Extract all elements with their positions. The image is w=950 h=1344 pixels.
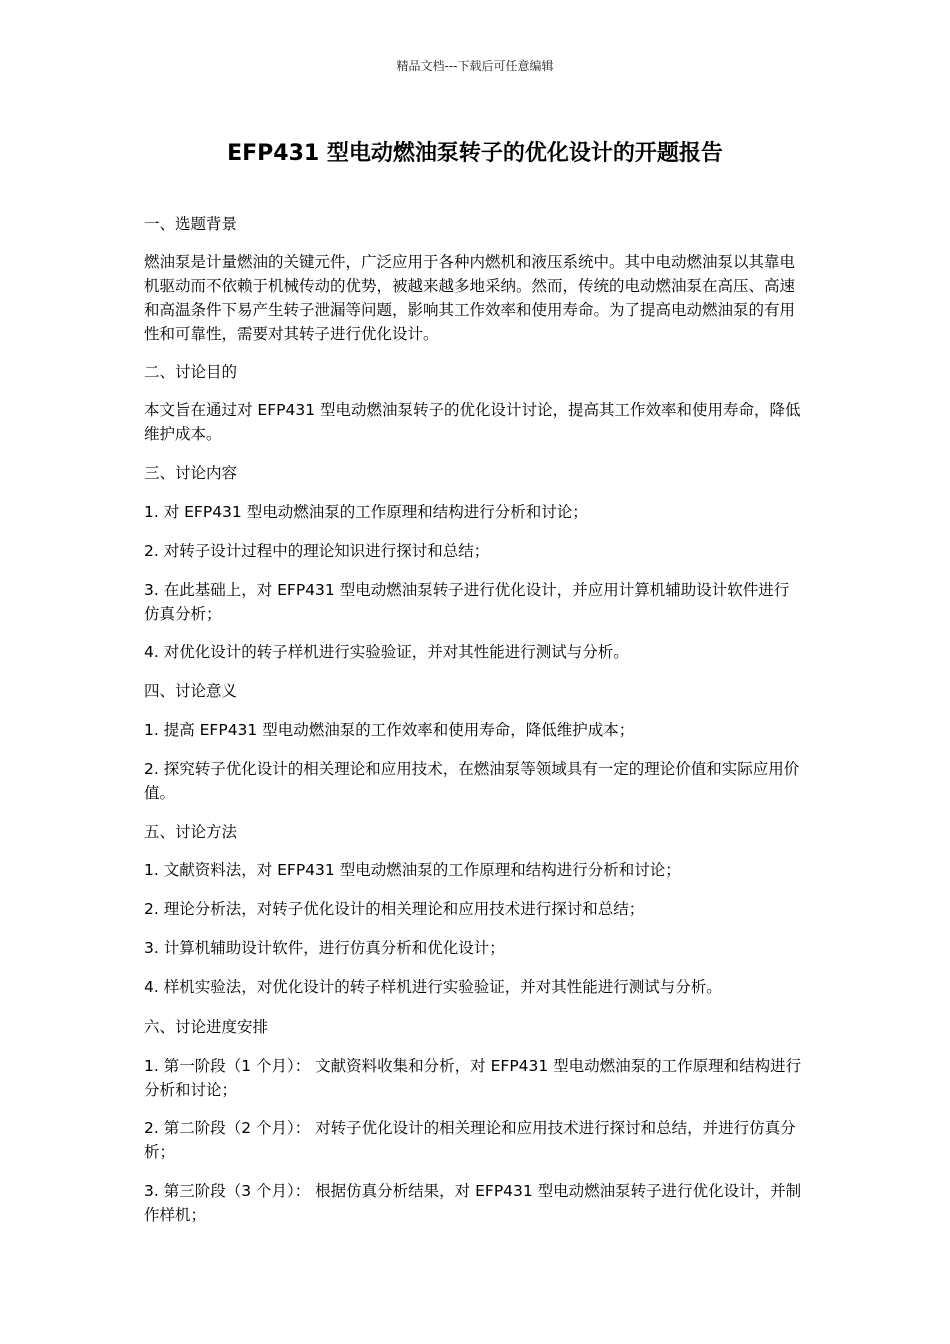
section-heading-schedule: 六、讨论进度安排 — [144, 1018, 269, 1036]
list-item: 2. 探究转子优化设计的相关理论和应用技术，在燃油泵等领域具有一定的理论价值和实际应用价值。 — [144, 760, 800, 802]
list-item: 2. 理论分析法，对转子优化设计的相关理论和应用技术进行探讨和总结； — [144, 900, 645, 918]
list-item: 1. 对 EFP431 型电动燃油泵的工作原理和结构进行分析和讨论； — [144, 503, 588, 521]
list-item: 2. 第二阶段（2 个月）： 对转子优化设计的相关理论和应用技术进行探讨和总结，并进行仿真分析； — [144, 1119, 796, 1161]
section-heading-background: 一、选题背景 — [144, 215, 238, 233]
list-item: 4. 样机实验法，对优化设计的转子样机进行实验验证，并对其性能进行测试与分析。 — [144, 978, 722, 996]
document-title: EFP431 型电动燃油泵转子的优化设计的开题报告 — [227, 141, 723, 166]
list-item: 3. 第三阶段（3 个月）： 根据仿真分析结果，对 EFP431 型电动燃油泵转子进行优化设计，并制作样机； — [144, 1182, 802, 1224]
section-heading-content: 三、讨论内容 — [144, 464, 238, 482]
paragraph-background: 燃油泵是计量燃油的关键元件，广泛应用于各种内燃机和液压系统中。其中电动燃油泵以其靠电机驱动而不依赖于机械传动的优势，被越来越多地采纳。然而，传统的电动燃油泵在高压、高速和高温条件下易产生转子泄漏等问题，影响其工作效率和使用寿命。为了提高电动燃油泵的有用性和可靠性，需要对其转子进行优化设计。 — [144, 253, 796, 343]
list-item: 1. 文献资料法，对 EFP431 型电动燃油泵的工作原理和结构进行分析和讨论； — [144, 861, 681, 879]
section-heading-significance: 四、讨论意义 — [144, 682, 238, 700]
list-item: 1. 提高 EFP431 型电动燃油泵的工作效率和使用寿命，降低维护成本； — [144, 721, 635, 739]
list-item: 3. 在此基础上，对 EFP431 型电动燃油泵转子进行优化设计，并应用计算机辅助设计软件进行仿真分析； — [144, 581, 790, 623]
list-item: 2. 对转子设计过程中的理论知识进行探讨和总结； — [144, 542, 490, 560]
paragraph-purpose: 本文旨在通过对 EFP431 型电动燃油泵转子的优化设计讨论，提高其工作效率和使用寿命，降低维护成本。 — [144, 401, 801, 443]
section-heading-methods: 五、讨论方法 — [144, 823, 238, 841]
list-item: 1. 第一阶段（1 个月）： 文献资料收集和分析，对 EFP431 型电动燃油泵的工作原理和结构进行分析和讨论； — [144, 1057, 802, 1099]
section-heading-purpose: 二、讨论目的 — [144, 363, 238, 381]
page-header: 精品文档---下载后可任意编辑 — [396, 59, 554, 73]
list-item: 3. 计算机辅助设计软件，进行仿真分析和优化设计； — [144, 939, 505, 957]
list-item: 4. 对优化设计的转子样机进行实验验证，并对其性能进行测试与分析。 — [144, 643, 629, 661]
